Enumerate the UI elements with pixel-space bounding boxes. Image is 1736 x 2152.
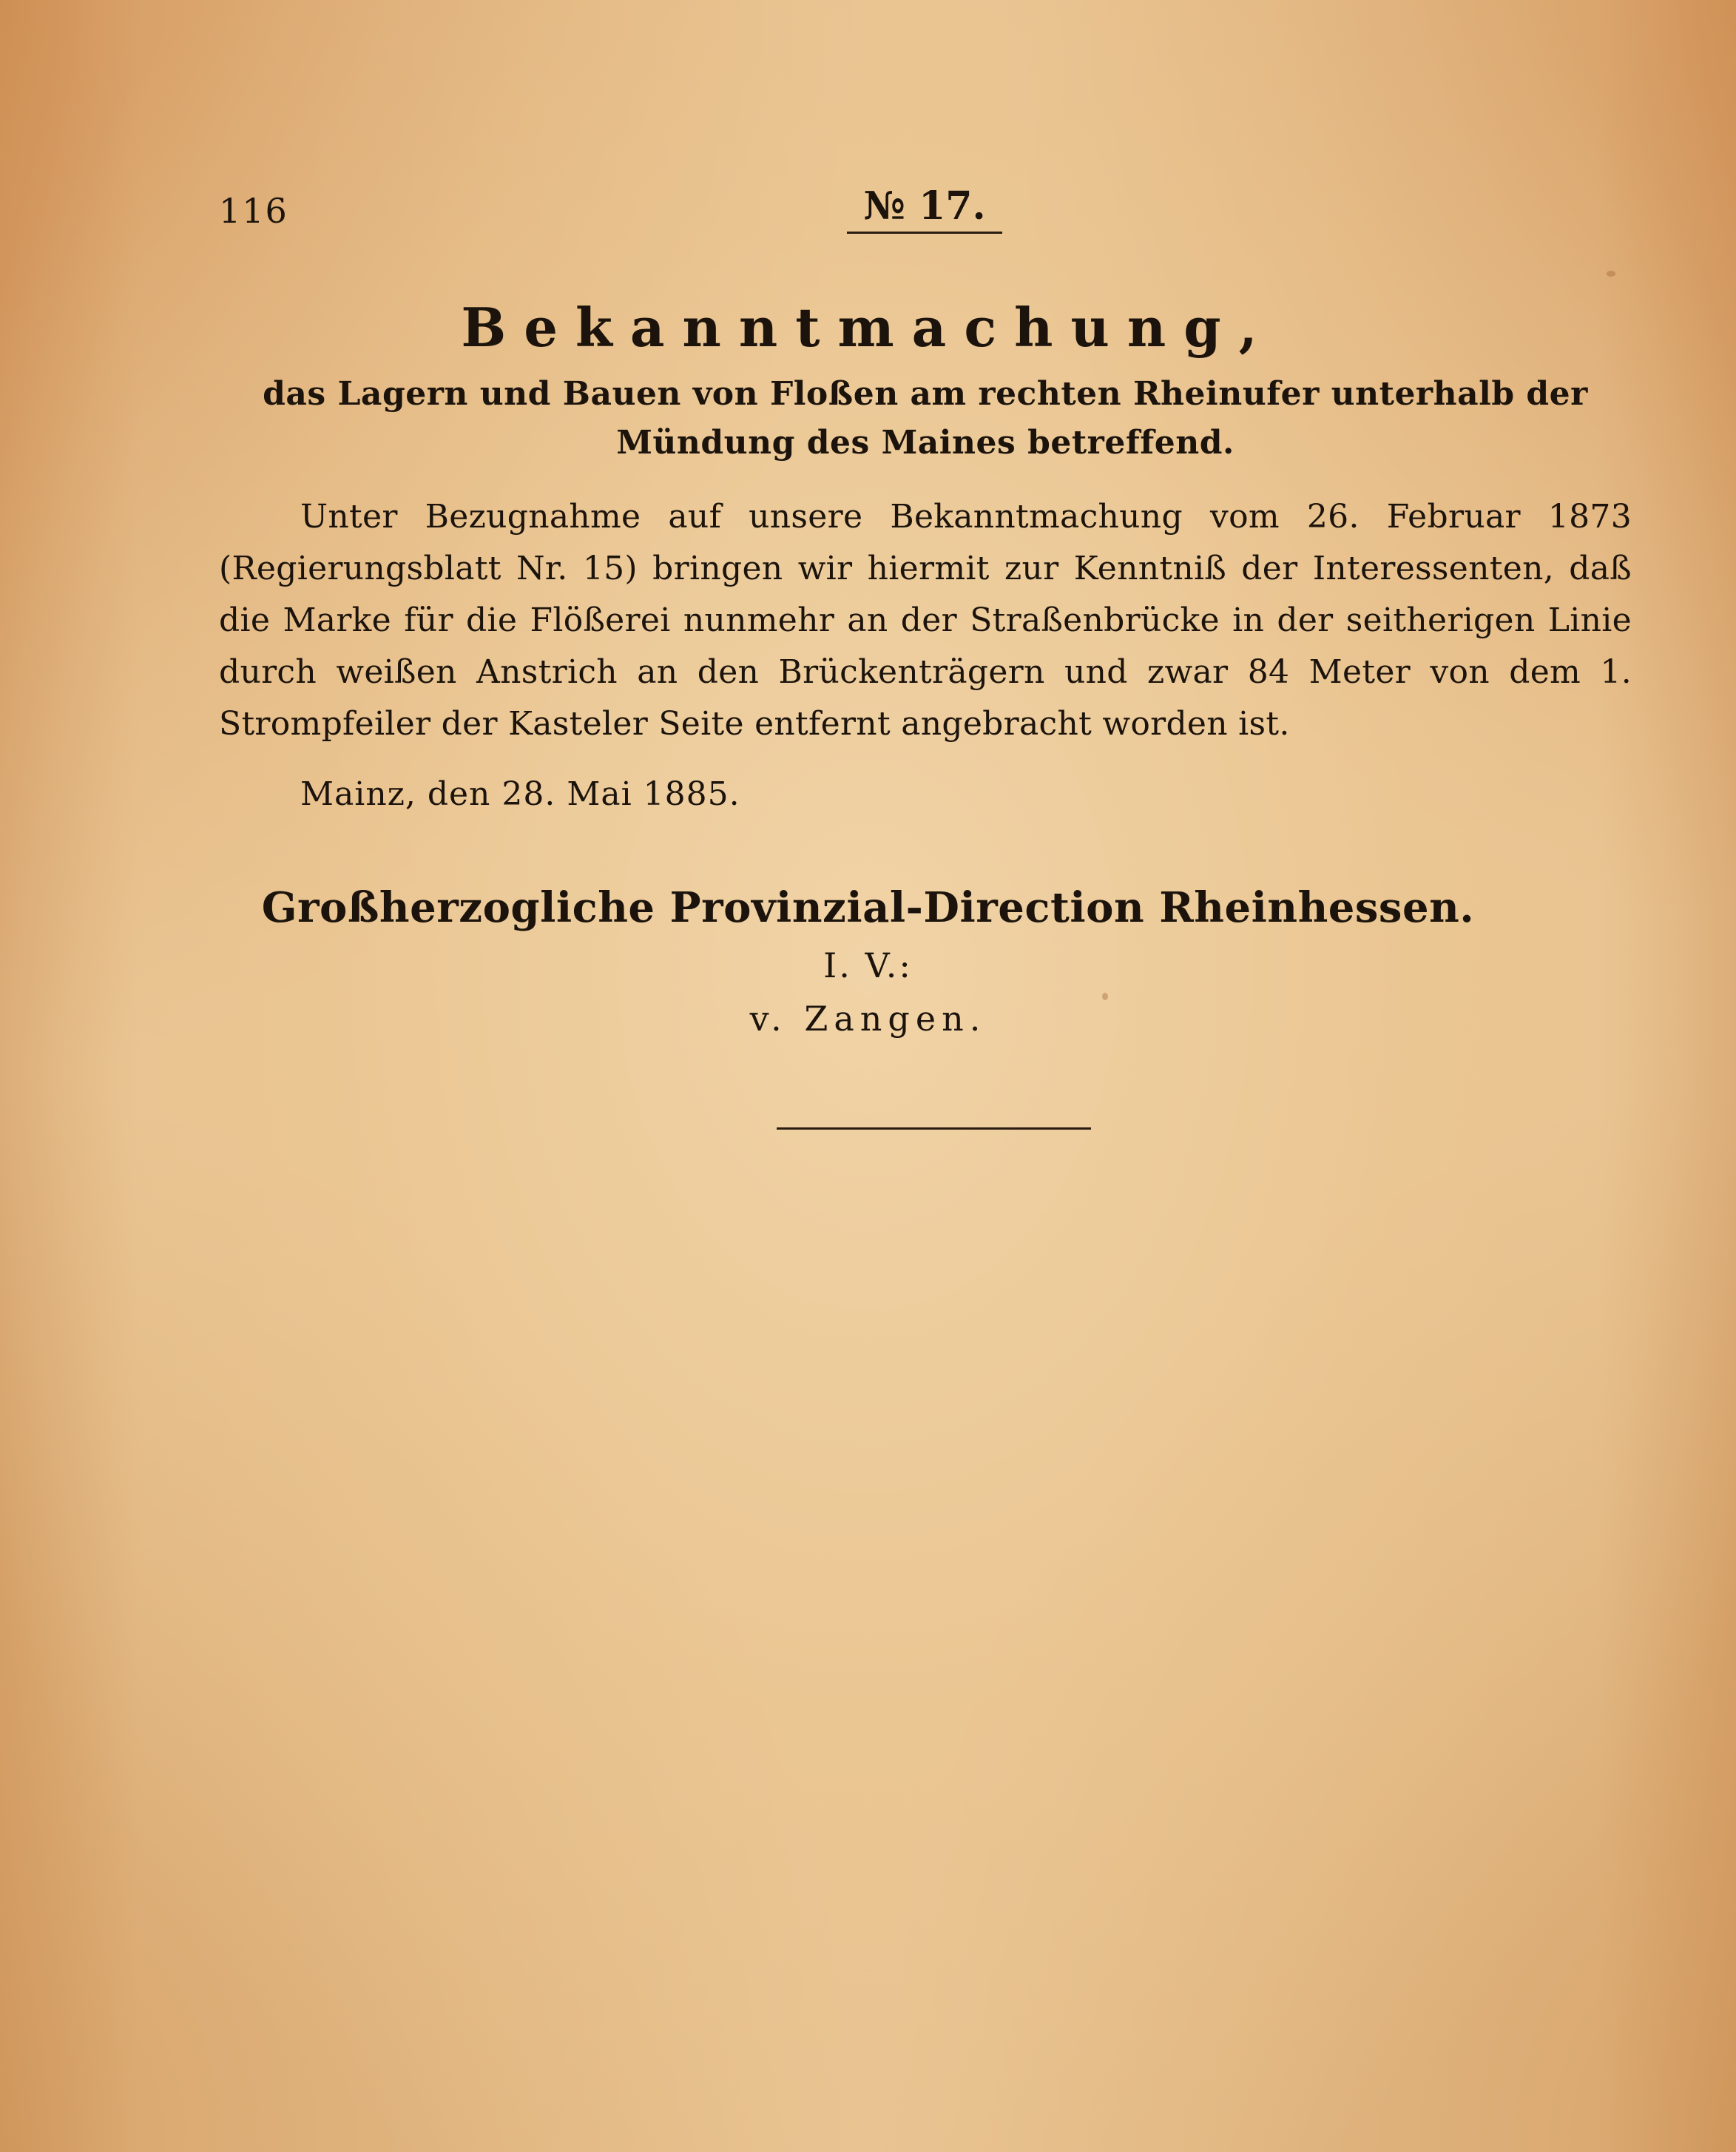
paper-stain <box>1607 271 1615 277</box>
page-number: 116 <box>219 191 288 231</box>
issue-number: № 17. <box>847 183 1002 234</box>
proxy-marker: I. V.: <box>823 945 913 985</box>
notice-headline: Bekanntmachung, <box>461 296 1275 359</box>
notice-subheadline: das Lagern und Bauen von Floßen am rechten Rheinufer unterhalb der Mündung des Maines betreffend. <box>263 375 1588 462</box>
notice-body: Unter Bezugnahme auf unsere Bekanntmachung vom 26. Februar 1873 (Regierungsblatt Nr. 15) bringen wir hiermit zur Kenntniß der Interessenten, daß die Marke für die Flößerei nunmehr an der Straßenbrücke in der seitherigen Linie durch weißen Anstrich an den Brückenträgern und zwar 84 Meter von dem 1. Strompfeiler der Kasteler Seite entfernt angebracht worden ist. <box>219 498 1632 743</box>
signatory-name: v. Zangen. <box>749 999 987 1039</box>
closing-rule <box>777 1127 1091 1130</box>
issuing-authority: Großherzogliche Provinzial-Direction Rheinhessen. <box>261 883 1475 932</box>
notice-dateline: Mainz, den 28. Mai 1885. <box>300 775 740 813</box>
